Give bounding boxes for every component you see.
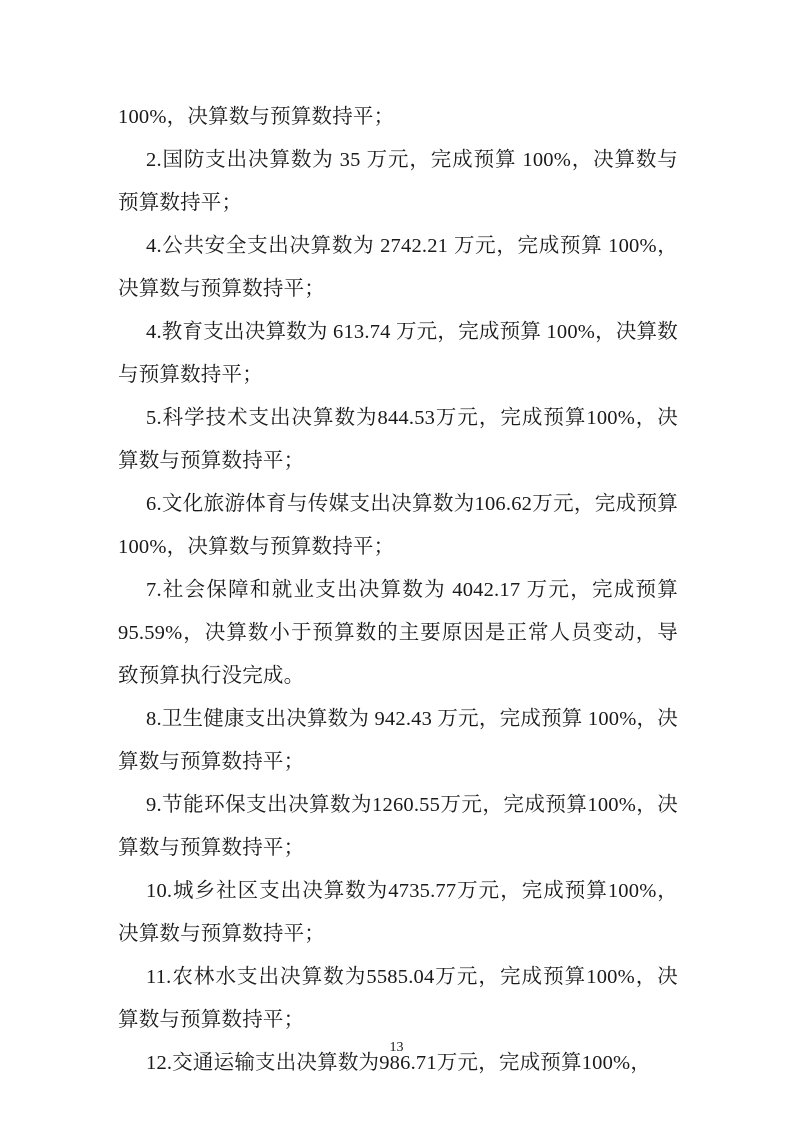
paragraph: 4.公共安全支出决算数为 2742.21 万元，完成预算 100%，决算数与预算数持平； bbox=[118, 235, 678, 300]
paragraph: 100%，决算数与预算数持平； bbox=[118, 106, 395, 128]
paragraph: 10.城乡社区支出决算数为4735.77万元，完成预算100%，决算数与预算数持平； bbox=[118, 880, 678, 945]
document-body bbox=[118, 96, 678, 1085]
paragraph: 8.卫生健康支出决算数为 942.43 万元，完成预算 100%，决算数与预算数持平； bbox=[118, 708, 678, 773]
paragraph: 2.国防支出决算数为 35 万元，完成预算 100%，决算数与预算数持平； bbox=[118, 149, 678, 214]
paragraph: 9.节能环保支出决算数为1260.55万元，完成预算100%，决算数与预算数持平； bbox=[118, 794, 678, 859]
paragraph: 5.科学技术支出决算数为844.53万元，完成预算100%，决算数与预算数持平； bbox=[118, 407, 678, 472]
paragraph: 7.社会保障和就业支出决算数为 4042.17 万元，完成预算 95.59%，决算数小于预算数的主要原因是正常人员变动，导致预算执行没完成。 bbox=[118, 579, 678, 687]
paragraph: 6.文化旅游体育与传媒支出决算数为106.62万元，完成预算100%，决算数与预算数持平； bbox=[118, 493, 678, 558]
paragraph: 4.教育支出决算数为 613.74 万元，完成预算 100%，决算数与预算数持平； bbox=[118, 321, 678, 386]
page-number: 13 bbox=[389, 1040, 404, 1055]
paragraph: 11.农林水支出决算数为5585.04万元，完成预算100%，决算数与预算数持平； bbox=[118, 966, 678, 1031]
paragraph: 12.交通运输支出决算数为986.71万元，完成预算100%， bbox=[146, 1052, 652, 1074]
